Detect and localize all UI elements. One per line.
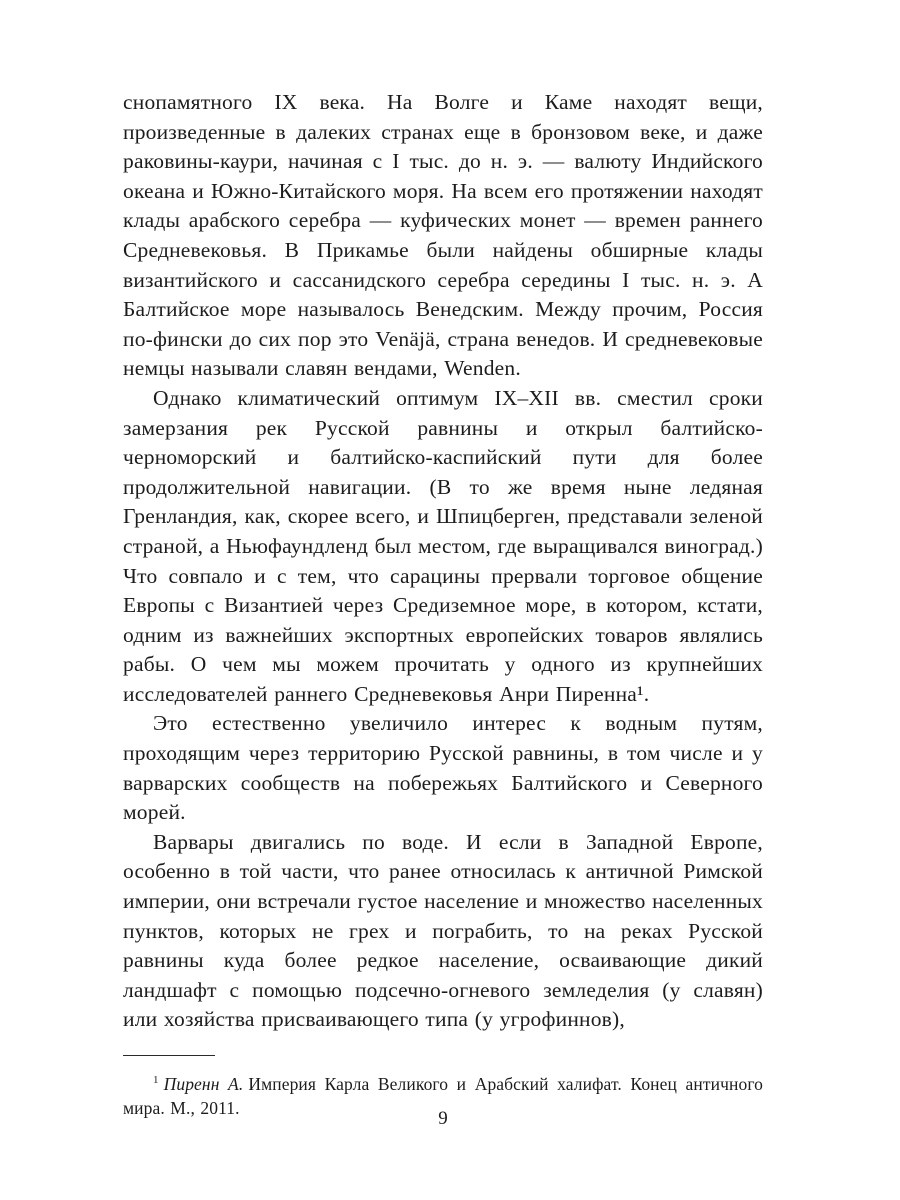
text-block [123,88,763,1121]
footnote-text: Империя Карла Великого и Арабский халифат. Конец античного мира. М., 2011. [123,1073,764,1119]
page-number: 9 [438,1108,448,1129]
paragraph: снопамятного IX века. На Волге и Каме находят вещи, произведенные в далеких странах еще в бронзовом веке, и даже раковины-каури, начиная с I тыс. до н. э. — валюту Индийского океана и Южно-Китайского моря. На всем его протяжении находят клады арабского серебра — куфических монет — времен раннего Средневековья. В Прикамье были найдены обширные клады византийского и сассанидского серебра середины I тыс. н. э. А Балтийское море называлось Венедским. Между прочим, Россия по-фински до сих пор это Venäjä, страна венедов. И средневековые немцы называли славян вендами, Wenden. [123,90,763,381]
paragraph: Это естественно увеличило интерес к водным путям, проходящим через территорию Русской равнины, в том числе и у варварских сообществ на побережьях Балтийского и Северного морей. [123,711,763,825]
paragraph: Однако климатический оптимум IX–XII вв. сместил сроки замерзания рек Русской равнины и открыл балтийско-черноморский и балтийско-каспийский пути для более продолжительной навигации. (В то же время ныне ледяная Гренландия, как, скорее всего, и Шпицберген, представали зеленой страной, а Ньюфаундленд был местом, где выращивался виноград.) Что совпало и с тем, что сарацины прервали торговое общение Европы с Византией через Средиземное море, в котором, кстати, одним из важнейших экспортных европейских товаров являлись рабы. О чем мы можем прочитать у одного из крупнейших исследователей раннего Средневековья Анри Пиренна¹. [123,385,763,706]
paragraph: Варвары двигались по воде. И если в Западной Европе, особенно в той части, что ранее относилась к античной Римской империи, они встречали густое население и множество населенных пунктов, которых не грех и пограбить, то на реках Русской равнины куда более редкое население, осваивающие дикий ландшафт с помощью подсечно-огневого земледелия (у славян) или хозяйства присваивающего типа (у угрофиннов), [123,829,763,1032]
footnote-separator [123,1055,215,1056]
footnote-author: Пиренн А. [163,1073,244,1094]
footnote-marker: 1 [153,1074,159,1086]
